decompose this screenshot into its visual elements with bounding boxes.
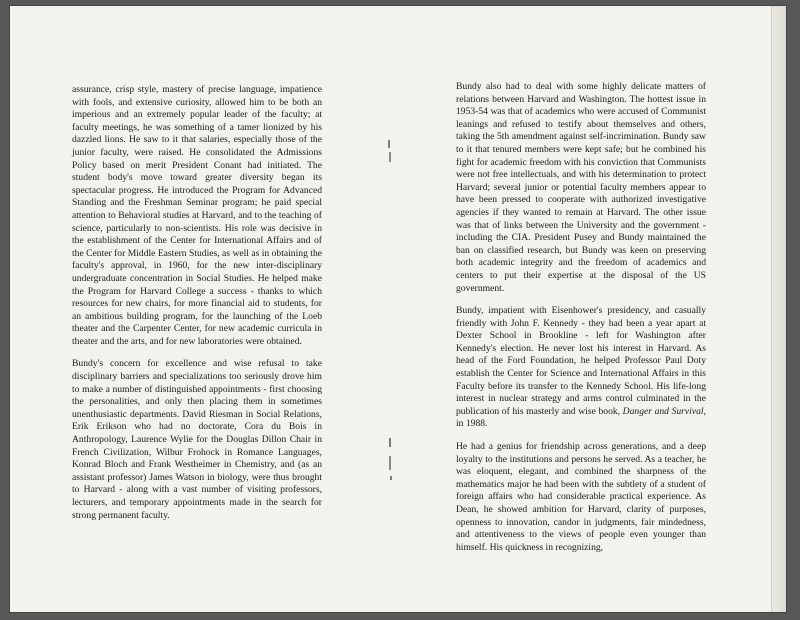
binding-staple-mark bbox=[390, 476, 392, 480]
left-text-column bbox=[72, 84, 322, 532]
left-paragraph-2: Bundy's concern for excellence and wise refusal to take disciplinary barriers and specializations too seriously drove him to make a number of distinguished appointments - first choosing the personalities, and only then placing them in sometimes unenthusiastic departments. David Riesman in Social Relations, Erik Erikson who had no doctorate, Cora du Bois in Anthropology, Laurence Wylie for the Douglas Dillon Chair in French Civilization, Wilbur Frohock in Romance Languages, Konrad Bloch and Frank Westheimer in Chemistry, and (as an assistant professor) James Watson in biology, were thus brought to Harvard - along with a vast number of visiting professors, lecturers, and temporary appointments made in the search for strong permanent faculty. bbox=[72, 358, 322, 521]
binding-staple-mark bbox=[388, 140, 390, 148]
book-title: Danger and Survival bbox=[622, 405, 704, 417]
left-paragraph-1: assurance, crisp style, mastery of precise language, impatience with fools, and extensive curiosity, allowed him to be both an imperious and an extremely popular leader of the faculty; at faculty meetings, he was something of a tamer lionized by his dazzled lions. He saw to it that salaries, especially those of the junior faculty, were raised. He consolidated the Admissions Policy based on merit President Conant had initiated. The student body's move toward greater diversity began its spectacular progress. He introduced the Program for Advanced Standing and the Freshman Seminar program; he paid special attention to Behavioral studies at Harvard, and to the teaching of science, particularly to non-scientists. His role was decisive in the establishment of the Center for International Affairs and of the Center for Middle Eastern Studies, as well as in obtaining the faculty's approval, in 1960, for the new inter-disciplinary undergraduate concentration in Social Studies. He helped make the Program for Harvard College a success - thanks to which resources for new chairs, for more financial aid to students, for an ambitious building program, for the launching of the Loeb theater and the Carpenter Center, for new academic curricula in theater and the arts, and for new laboratories were obtained. bbox=[72, 84, 322, 347]
right-text-column bbox=[456, 81, 706, 564]
page-edge bbox=[771, 6, 786, 612]
binding-staple-mark bbox=[389, 456, 391, 470]
binding-staple-mark bbox=[389, 438, 391, 447]
right-paragraph-3: He had a genius for friendship across generations, and a deep loyalty to the institutions and persons he served. As a teacher, he was eloquent, elegant, and combined the sharpness of the mathematics major he had been with the subtlety of a student of foreign affairs who had considerable practical experience. As Dean, he showed ambition for Harvard, clarity of purposes, openness to innovation, candor in judgments, fair mindedness, and attentiveness to the views of people even younger than himself. His quickness in recognizing, bbox=[456, 441, 706, 553]
binding-staple-mark bbox=[389, 152, 391, 162]
right-paragraph-2 bbox=[456, 305, 706, 431]
right-paragraph-2-tail: , in 1988. bbox=[456, 405, 706, 430]
right-paragraph-1: Bundy also had to deal with some highly delicate matters of relations between Harvard and Washington. The hottest issue in 1953-54 was that of academics who were accused of Communist leanings and refused to testify about themselves and others, taking the 5th amendment against self-incrimination. Bundy saw to it that tenured members were kept safe; but he combined his fight for academic freedom with his conviction that Communists were not free intellectuals, and with his determination to protect Harvard; several junior or potential faculty members appear to have been pressed to cooperate with authorized investigative agencies if they wanted to remain at Harvard. The other issue was that of links between the University and the government - including the CIA. President Pusey and Bundy maintained the ban on classified research, but Bundy was keen on preserving both academic integrity and the freedom of academics and centers to put their expertise at the disposal of the US government. bbox=[456, 81, 706, 294]
right-paragraph-2-text: Bundy, impatient with Eisenhower's presidency, and casually friendly with John F. Kennedy - they had been a year apart at Dexter School in Brookline - left for Washington after Kennedy's election. He never lost his interest in Harvard. As head of the Ford Foundation, he helped Professor Paul Doty establish the Center for Science and International Affairs in this Faculty before its transfer to the Kennedy School. His life-long interest in nuclear strategy and arms control culminated in the publication of his masterly and wise book, bbox=[456, 305, 706, 417]
